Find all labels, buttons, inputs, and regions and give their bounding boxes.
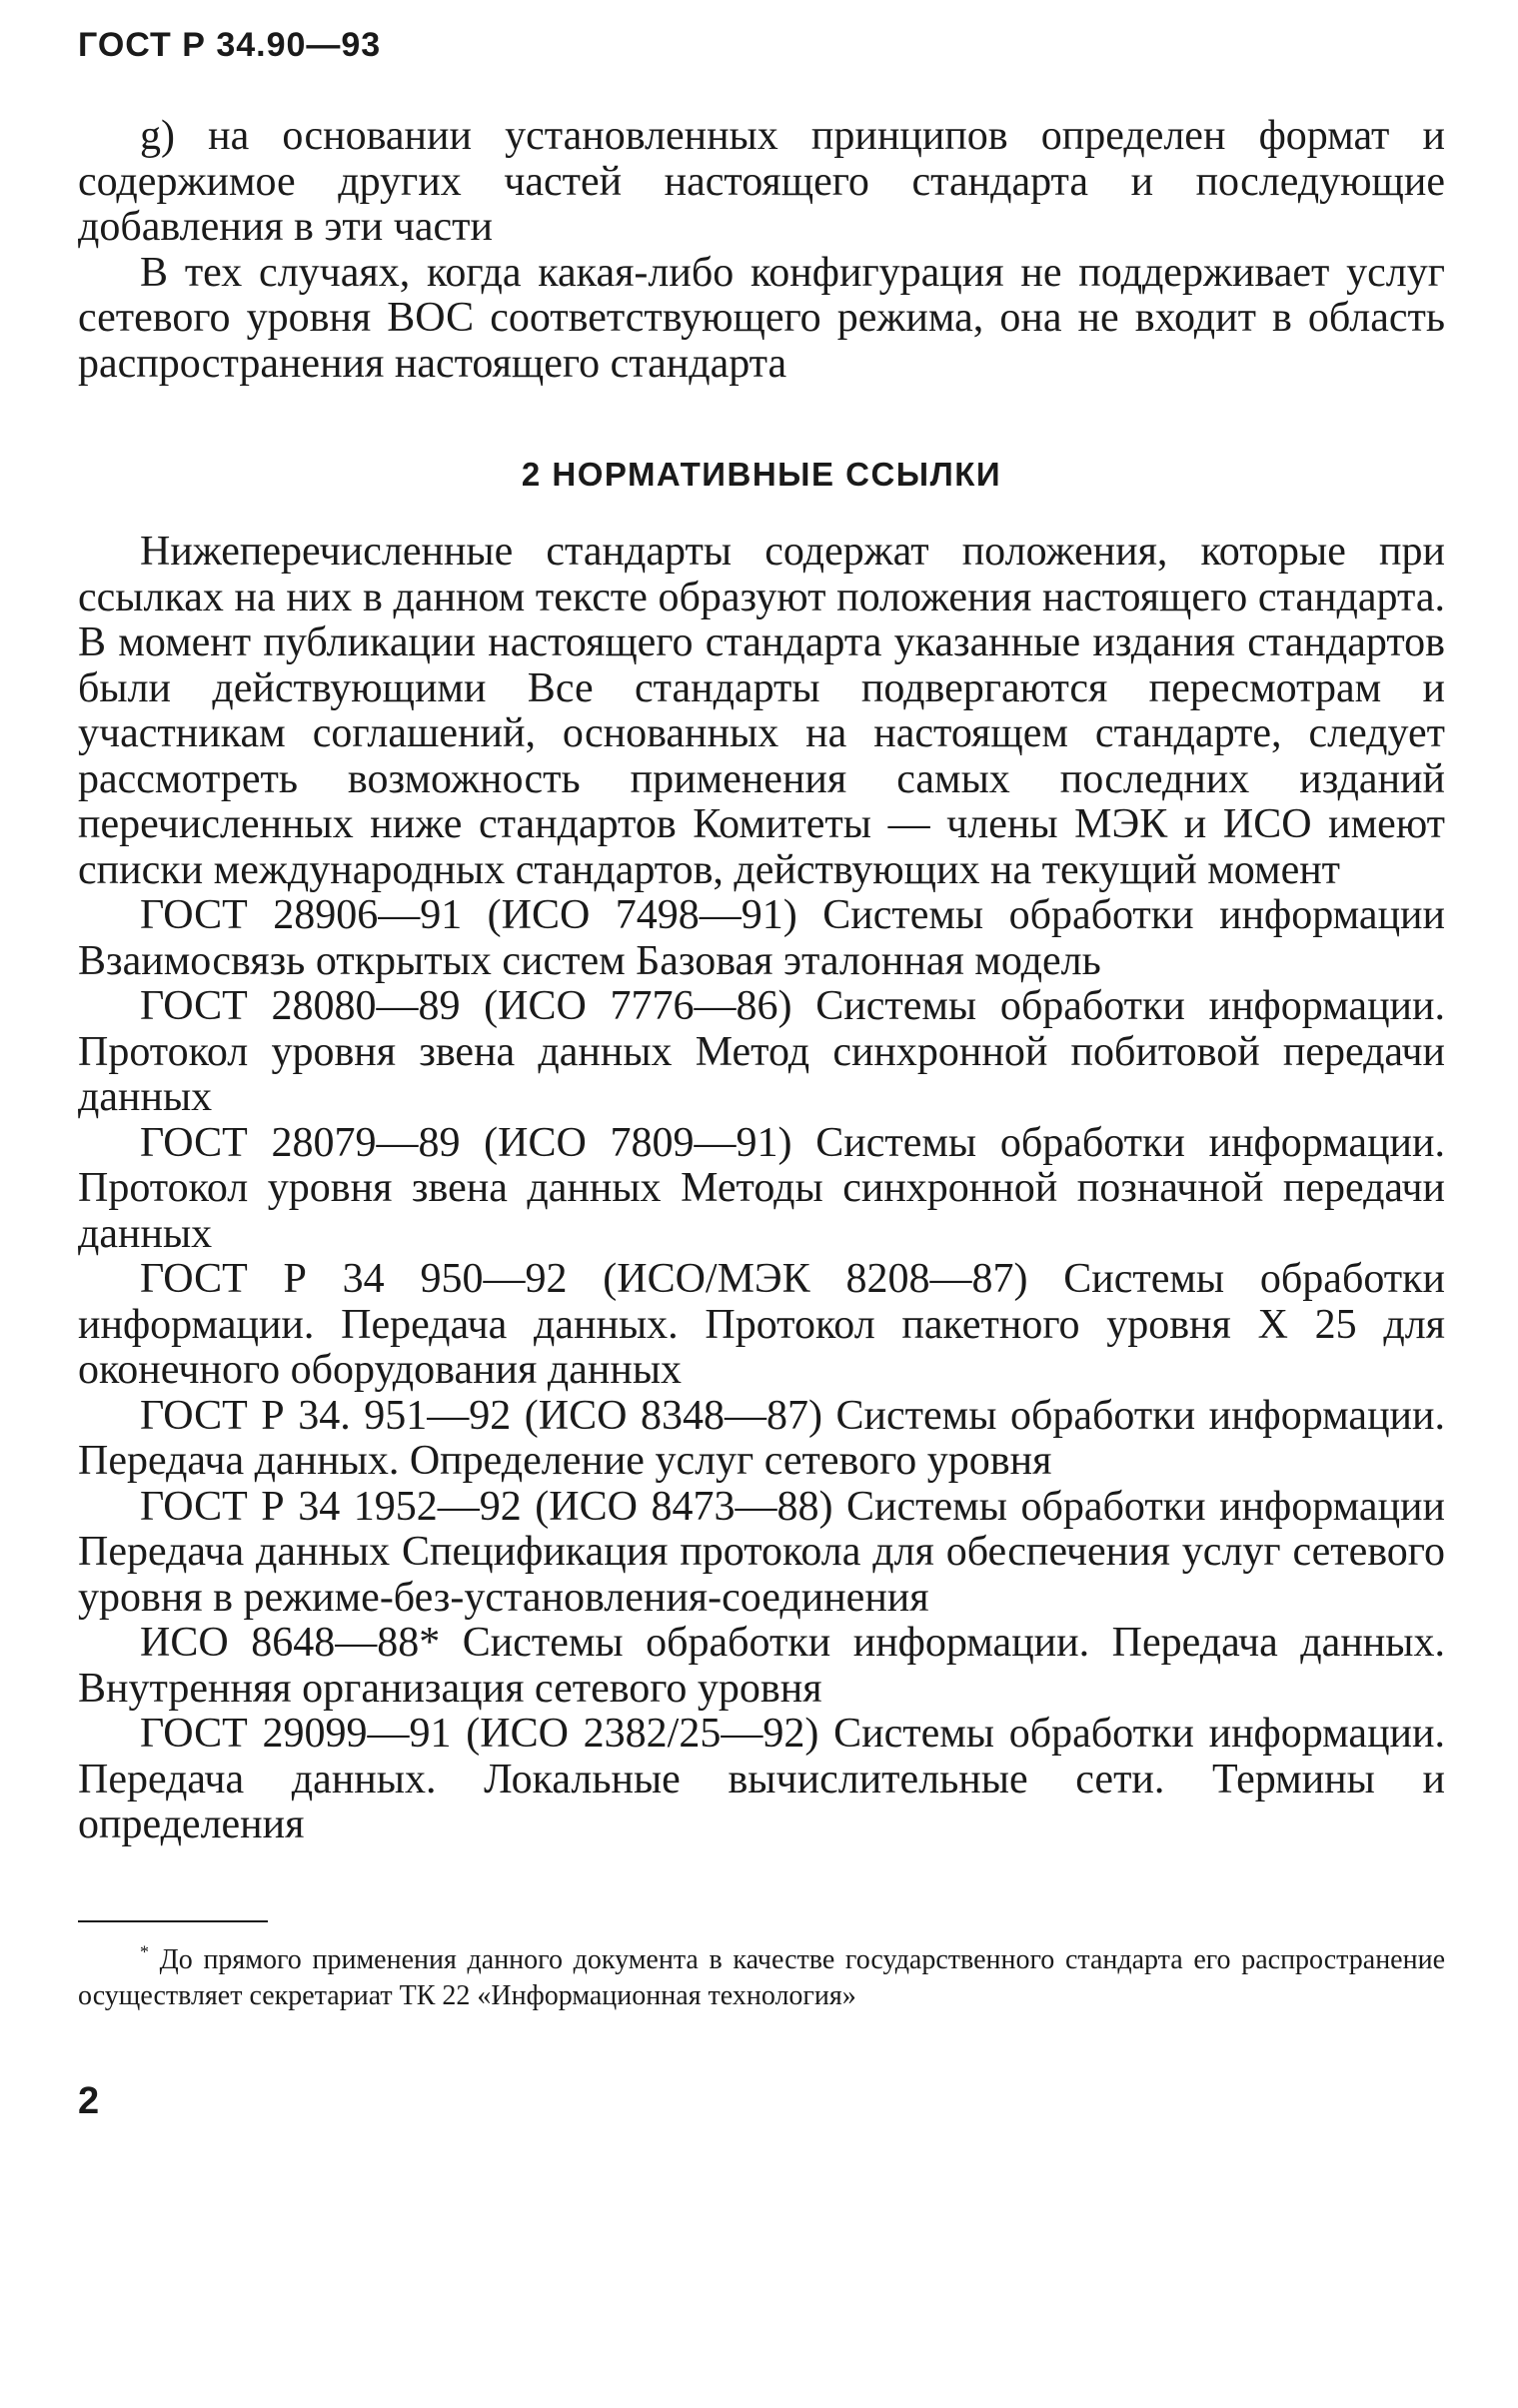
footnote-marker: * bbox=[140, 1941, 149, 1962]
intro-text bbox=[78, 114, 1445, 387]
reference-item: ГОСТ 28080—89 (ИСО 7776—86) Системы обработки информации. Протокол уровня звена данных Метод синхронной побитовой передачи данных bbox=[78, 983, 1445, 1120]
footnote-divider bbox=[78, 1920, 268, 1922]
intro-item-g: g) на основании установленных принципов определен формат и содержимое других частей настоящего стандарта и последующие добавления в эти части bbox=[78, 113, 1445, 250]
page-number: 2 bbox=[78, 2080, 100, 2122]
footnote-text: До прямого применения данного документа в качестве государственного стандарта его распространение осуществляет секретариат ТК 22 «Информационная технология» bbox=[78, 1944, 1445, 2011]
reference-item: ГОСТ 29099—91 (ИСО 2382/25—92) Системы обработки информации. Передача данных. Локальные вычислительные сети. Термины и определения bbox=[78, 1711, 1445, 1847]
reference-item: ГОСТ 28906—91 (ИСО 7498—91) Системы обработки информации Взаимосвязь открытых систем Базовая эталонная модель bbox=[78, 892, 1445, 984]
scope-exclusion-paragraph: В тех случаях, когда какая-либо конфигурация не поддерживает услуг сетевого уровня ВОС соответствующего режима, она не входит в область распространения настоящего стандарта bbox=[78, 249, 1445, 387]
normative-references bbox=[78, 530, 1445, 1848]
reference-item: ГОСТ 28079—89 (ИСО 7809—91) Системы обработки информации. Протокол уровня звена данных Методы синхронной позначной передачи данных bbox=[78, 1119, 1445, 1257]
reference-item: ГОСТ Р 34 1952—92 (ИСО 8473—88) Системы обработки информации Передача данных Спецификация протокола для обеспечения услуг сетевого уровня в режиме-без-установления-соединения bbox=[78, 1483, 1445, 1621]
footnote bbox=[78, 1942, 1445, 2014]
reference-item: ГОСТ Р 34 950—92 (ИСО/МЭК 8208—87) Системы обработки информации. Передача данных. Протокол пакетного уровня X 25 для оконечного оборудования данных bbox=[78, 1256, 1445, 1393]
document-header: ГОСТ Р 34.90—93 bbox=[78, 26, 382, 64]
reference-item: ГОСТ Р 34. 951—92 (ИСО 8348—87) Системы обработки информации. Передача данных. Определение услуг сетевого уровня bbox=[78, 1392, 1445, 1484]
section-heading: 2 НОРМАТИВНЫЕ ССЫЛКИ bbox=[521, 456, 1002, 493]
reference-item: ИСО 8648—88* Системы обработки информации. Передача данных. Внутренняя организация сетевого уровня bbox=[78, 1620, 1445, 1712]
references-preamble: Нижеперечисленные стандарты содержат положения, которые при ссылках на них в данном тексте образуют положения настоящего стандарта. В момент публикации настоящего стандарта указанные издания стандартов были действующими Все стандарты подвергаются пересмотрам и участникам соглашений, основанных на настоящем стандарте, следует рассмотреть возможность применения самых последних изданий перечисленных ниже стандартов Комитеты — члены МЭК и ИСО имеют списки международных стандартов, действующих на текущий момент bbox=[78, 529, 1445, 893]
